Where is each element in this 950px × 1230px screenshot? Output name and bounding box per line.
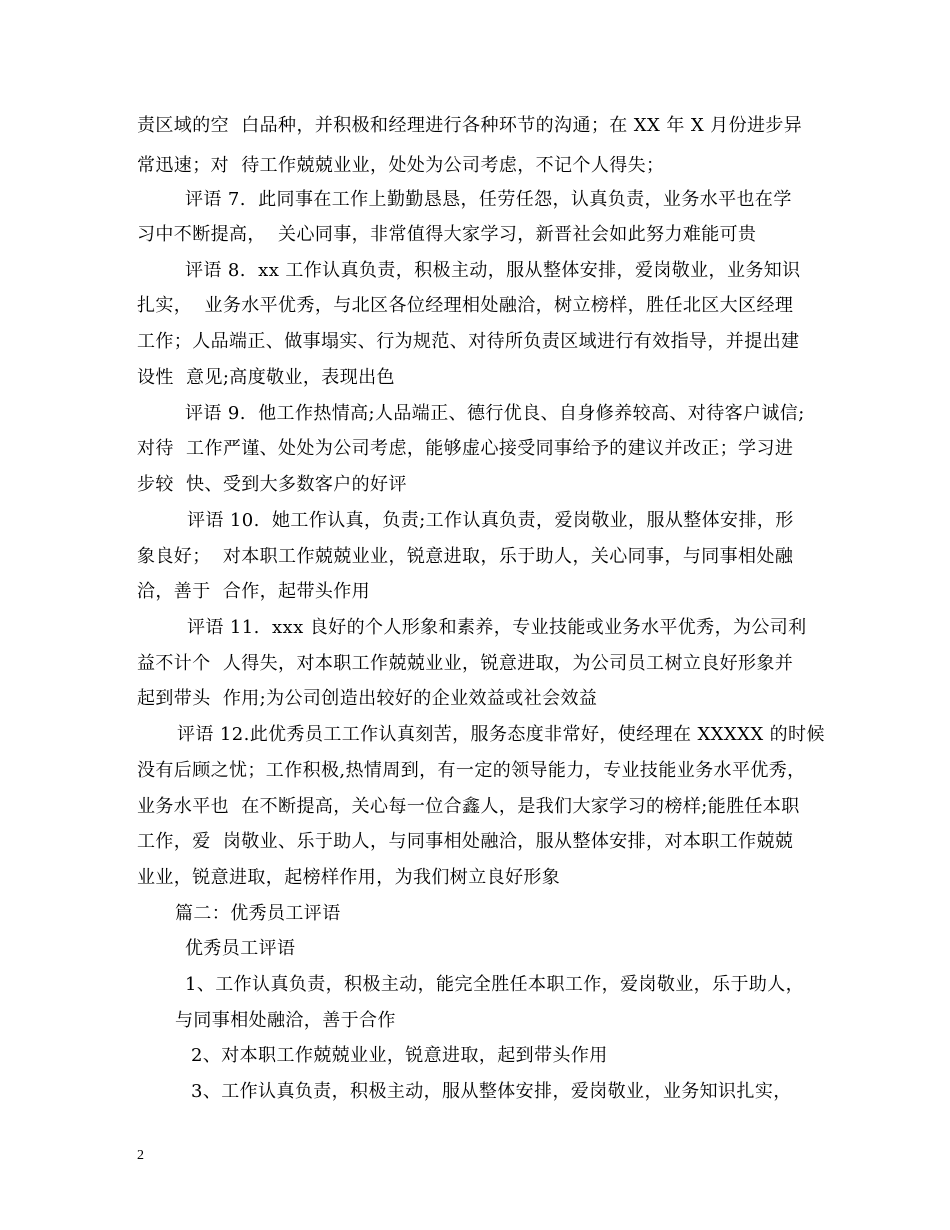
text-line: 洽，善于 合作，起带头作用 <box>137 581 371 602</box>
text-line: 起到带头 作用;为公司创造出较好的企业效益或社会效益 <box>137 688 598 709</box>
section-heading: 篇二：优秀员工评语 <box>175 903 341 924</box>
text-line: 业务水平也 在不断提高，关心每一位合鑫人，是我们大家学习的榜样;能胜任本职 <box>137 796 800 817</box>
text-line: 扎实， 业务水平优秀，与北区各位经理相处融洽，树立榜样，胜任北区大区经理 <box>137 295 794 316</box>
list-item-continuation: 与同事相处融洽，善于合作 <box>175 1010 396 1031</box>
text-line: 习中不断提高， 关心同事，非常值得大家学习，新晋社会如此努力难能可贵 <box>137 224 757 245</box>
text-line: 设性 意见;高度敬业，表现出色 <box>137 367 395 388</box>
text-line: 评语 12.此优秀员工工作认真刻苦，服务态度非常好，使经理在 XXXXX 的时候 <box>177 724 825 745</box>
text-line: 对待 工作严谨、处处为公司考虑，能够虚心接受同事给予的建议并改正；学习进 <box>137 438 794 459</box>
list-item: 1、工作认真负责，积极主动，能完全胜任本职工作，爱岗敬业，乐于助人， <box>185 974 805 995</box>
text-line: 评语 10. 她工作认真，负责;工作认真负责，爱岗敬业，服从整体安排，形 <box>187 510 794 531</box>
text-line: 没有后顾之忧；工作积极,热情周到，有一定的领导能力，专业技能业务水平优秀， <box>137 760 806 781</box>
text-line: 评语 11. xxx 良好的个人形象和素养，专业技能或业务水平优秀，为公司利 <box>187 617 807 638</box>
text-line: 工作，爱 岗敬业、乐于助人，与同事相处融洽，服从整体安排，对本职工作兢兢 <box>137 831 794 852</box>
list-item: 3、工作认真负责，积极主动，服从整体安排，爱岗敬业，业务知识扎实， <box>191 1081 792 1102</box>
text-line: 业业，锐意进取，起榜样作用，为我们树立良好形象 <box>137 867 561 888</box>
page-number: 2 <box>137 1148 144 1163</box>
text-line: 常迅速；对 待工作兢兢业业，处处为公司考虑，不记个人得失； <box>137 155 665 176</box>
subsection-heading: 优秀员工评语 <box>185 938 296 959</box>
text-line: 责区域的空 白品种，并积极和经理进行各种环节的沟通；在 XX 年 X 月份进步异 <box>137 115 803 136</box>
text-line: 步较 快、受到大多数客户的好评 <box>137 474 407 495</box>
text-line: 评语 7. 此同事在工作上勤勤恳恳，任劳任怨，认真负责，业务水平也在学 <box>185 189 792 210</box>
text-line: 工作；人品端正、做事塌实、行为规范、对待所负责区域进行有效指导，并提出建 <box>137 331 800 352</box>
text-line: 象良好； 对本职工作兢兢业业，锐意进取，乐于助人，关心同事，与同事相处融 <box>137 546 794 567</box>
list-item: 2、对本职工作兢兢业业，锐意进取，起到带头作用 <box>191 1045 608 1066</box>
text-line: 评语 9. 他工作热情高;人品端正、德行优良、自身修养较高、对待客户诚信; <box>185 403 805 424</box>
text-line: 评语 8. xx 工作认真负责，积极主动，服从整体安排，爱岗敬业，业务知识 <box>185 260 801 281</box>
text-line: 益不计个 人得失，对本职工作兢兢业业，锐意进取，为公司员工树立良好形象并 <box>137 653 794 674</box>
